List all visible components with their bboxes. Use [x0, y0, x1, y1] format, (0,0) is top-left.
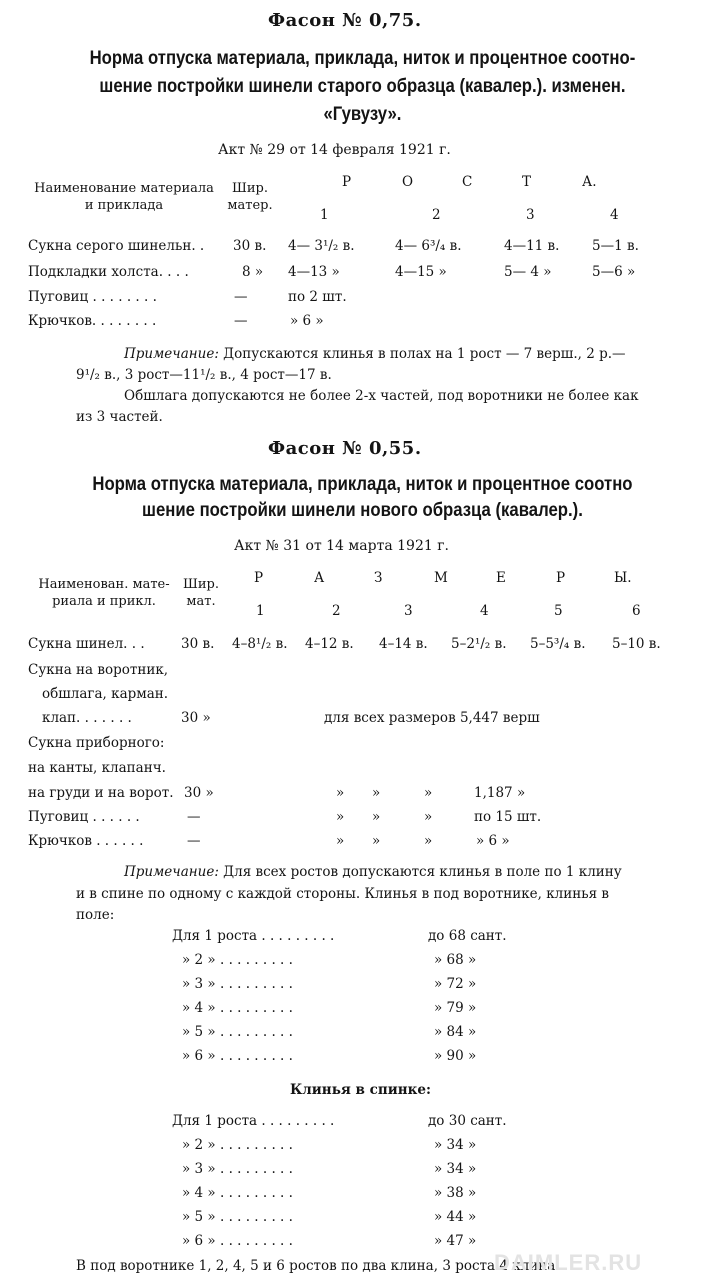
final-note: В под воротнике 1, 2, 4, 5 и 6 ростов по два клина, 3 роста 4 клина.	[76, 1258, 560, 1274]
fason-2-title: Фасон № 0,55.	[268, 438, 422, 459]
group-letter: Ы.	[614, 570, 632, 586]
row-value: по 2 шт.	[288, 289, 347, 305]
size-number: 5	[554, 603, 563, 619]
group-letter: А.	[582, 174, 597, 190]
list-item-label: » 5 » . . . . . . . . .	[182, 1024, 293, 1040]
row-width: 30 »	[181, 710, 211, 726]
row-value: 4—15 »	[395, 264, 447, 280]
ditto-mark: »	[372, 833, 381, 849]
size-number: 4	[480, 603, 489, 619]
list-item-value: » 90 »	[434, 1048, 477, 1064]
row-value: 5–10 в.	[612, 636, 661, 652]
row-name: обшлага, карман.	[42, 686, 169, 702]
list-item-value: » 38 »	[434, 1185, 477, 1201]
group-letter: Р	[342, 174, 352, 190]
group-letter: З	[374, 570, 383, 586]
row-width: 8 »	[242, 264, 264, 280]
list-item-value: » 72 »	[434, 976, 477, 992]
list-item-label: Для 1 роста . . . . . . . . .	[172, 928, 335, 944]
list-item-label: » 3 » . . . . . . . . .	[182, 976, 293, 992]
heading-1-line-3: «Гувузу».	[323, 104, 402, 125]
note-1-line-1: Примечание: Допускаются клинья в полах на 1 рост — 7 верш., 2 р.—	[124, 346, 626, 362]
row-name: Сукна приборного:	[28, 735, 165, 751]
row-width: 30 »	[184, 785, 214, 801]
list-item-label: » 2 » . . . . . . . . .	[182, 1137, 293, 1153]
size-number: 3	[526, 207, 535, 223]
row-value: 5–5³/₄ в.	[530, 636, 586, 652]
fason-1-title: Фасон № 0,75.	[268, 10, 422, 31]
row-value: 4—13 »	[288, 264, 340, 280]
row-value: для всех размеров 5,447 верш	[324, 710, 540, 726]
list-item-value: » 34 »	[434, 1137, 477, 1153]
row-value: 4–14 в.	[379, 636, 428, 652]
size-number: 2	[432, 207, 441, 223]
ditto-mark: »	[424, 833, 433, 849]
row-value: 4–8¹/₂ в.	[232, 636, 288, 652]
list-item-label: » 6 » . . . . . . . . .	[182, 1048, 293, 1064]
row-value: 4— 6³/₄ в.	[395, 238, 462, 254]
list-item-value: до 30 сант.	[428, 1113, 507, 1129]
row-value: 5— 4 »	[504, 264, 552, 280]
row-name: Подкладки холста. . . .	[28, 264, 189, 280]
row-name: Сукна на воротник,	[28, 662, 169, 678]
list-item-value: » 44 »	[434, 1209, 477, 1225]
heading-2-line-2: шение постройки шинели нового образца (кавалер.).	[142, 500, 583, 521]
heading-1-line-2: шение постройки шинели старого образца (кавалер.). изменен.	[99, 76, 626, 97]
list-item-value: » 34 »	[434, 1161, 477, 1177]
row-name: Пуговиц . . . . . .	[28, 809, 140, 825]
group-letter: С	[462, 174, 473, 190]
row-value: » 6 »	[476, 833, 510, 849]
col-name-header-2: Наименован. мате- риала и прикл.	[38, 577, 170, 609]
group-letter: А	[314, 570, 325, 586]
heading-2-line-1: Норма отпуска материала, приклада, ниток и процентное соотно	[92, 474, 633, 495]
act-2: Акт № 31 от 14 марта 1921 г.	[234, 538, 450, 554]
group-letter: Е	[496, 570, 506, 586]
row-value: 5—1 в.	[592, 238, 639, 254]
list-item-value: » 79 »	[434, 1000, 477, 1016]
ditto-mark: »	[336, 809, 345, 825]
row-value: 4–12 в.	[305, 636, 354, 652]
row-value: по 15 шт.	[474, 809, 542, 825]
ditto-mark: »	[372, 785, 381, 801]
list-item-value: до 68 сант.	[428, 928, 507, 944]
list-item-label: » 2 » . . . . . . . . .	[182, 952, 293, 968]
size-number: 2	[332, 603, 341, 619]
list-item-label: » 3 » . . . . . . . . .	[182, 1161, 293, 1177]
row-width: —	[234, 313, 248, 329]
row-name: на канты, клапанч.	[28, 760, 166, 776]
list-item-label: » 6 » . . . . . . . . .	[182, 1233, 293, 1249]
col-width-header-1: Шир. матер.	[227, 181, 273, 213]
list-item-value: » 84 »	[434, 1024, 477, 1040]
row-name: Сукна шинел. . .	[28, 636, 145, 652]
row-width: —	[234, 289, 248, 305]
group-letter: О	[402, 174, 414, 190]
ditto-mark: »	[424, 785, 433, 801]
list-item-value: » 68 »	[434, 952, 477, 968]
ditto-mark: »	[336, 833, 345, 849]
group-letter: Р	[254, 570, 264, 586]
row-value: 5–2¹/₂ в.	[451, 636, 507, 652]
size-number: 3	[404, 603, 413, 619]
group-letter: Р	[556, 570, 566, 586]
list-item-label: » 5 » . . . . . . . . .	[182, 1209, 293, 1225]
ditto-mark: »	[336, 785, 345, 801]
row-name: Крючков. . . . . . . .	[28, 313, 157, 329]
row-name: на груди и на ворот.	[28, 785, 174, 801]
row-value: » 6 »	[290, 313, 324, 329]
note-2-line-3: поле:	[76, 907, 115, 923]
size-number: 4	[610, 207, 619, 223]
note-1-line-3: Обшлага допускаются не более 2-х частей, под воротники не более как	[124, 388, 639, 404]
list-item-label: Для 1 роста . . . . . . . . .	[172, 1113, 335, 1129]
heading-1-line-1: Норма отпуска материала, приклада, ниток и процентное соотно-	[89, 48, 636, 69]
group-letter: Т	[522, 174, 532, 190]
row-value: 4—11 в.	[504, 238, 560, 254]
note-2-line-2: и в спине по одному с каждой стороны. Клинья в под воротнике, клинья в	[76, 886, 610, 902]
size-number: 1	[256, 603, 265, 619]
note-1-line-4: из 3 частей.	[76, 409, 163, 425]
row-name: клап. . . . . . .	[42, 710, 132, 726]
list-item-label: » 4 » . . . . . . . . .	[182, 1000, 293, 1016]
row-width: 30 в.	[181, 636, 215, 652]
list-item-label: » 4 » . . . . . . . . .	[182, 1185, 293, 1201]
note-2-line-1: Примечание: Для всех ростов допускаются клинья в поле по 1 клину	[124, 864, 622, 880]
size-number: 1	[320, 207, 329, 223]
group-letter: М	[434, 570, 448, 586]
row-value: 4— 3¹/₂ в.	[288, 238, 355, 254]
list-2-title: Клинья в спинке:	[290, 1082, 431, 1098]
ditto-mark: »	[424, 809, 433, 825]
row-name: Пуговиц . . . . . . . .	[28, 289, 157, 305]
note-1-line-2: 9¹/₂ в., 3 рост—11¹/₂ в., 4 рост—17 в.	[76, 367, 332, 383]
ditto-mark: »	[372, 809, 381, 825]
size-number: 6	[632, 603, 641, 619]
act-1: Акт № 29 от 14 февраля 1921 г.	[218, 142, 451, 158]
col-name-header-1: Наименование материала и приклада	[34, 181, 214, 213]
row-width: —	[187, 833, 201, 849]
row-value: 5—6 »	[592, 264, 636, 280]
row-width: —	[187, 809, 201, 825]
row-width: 30 в.	[233, 238, 267, 254]
row-name: Крючков . . . . . .	[28, 833, 144, 849]
row-name: Сукна серого шинельн. .	[28, 238, 205, 254]
watermark: DAIMLER.RU	[494, 1250, 643, 1275]
list-item-value: » 47 »	[434, 1233, 477, 1249]
col-width-header-2: Шир. мат.	[183, 577, 219, 609]
row-value: 1,187 »	[474, 785, 526, 801]
